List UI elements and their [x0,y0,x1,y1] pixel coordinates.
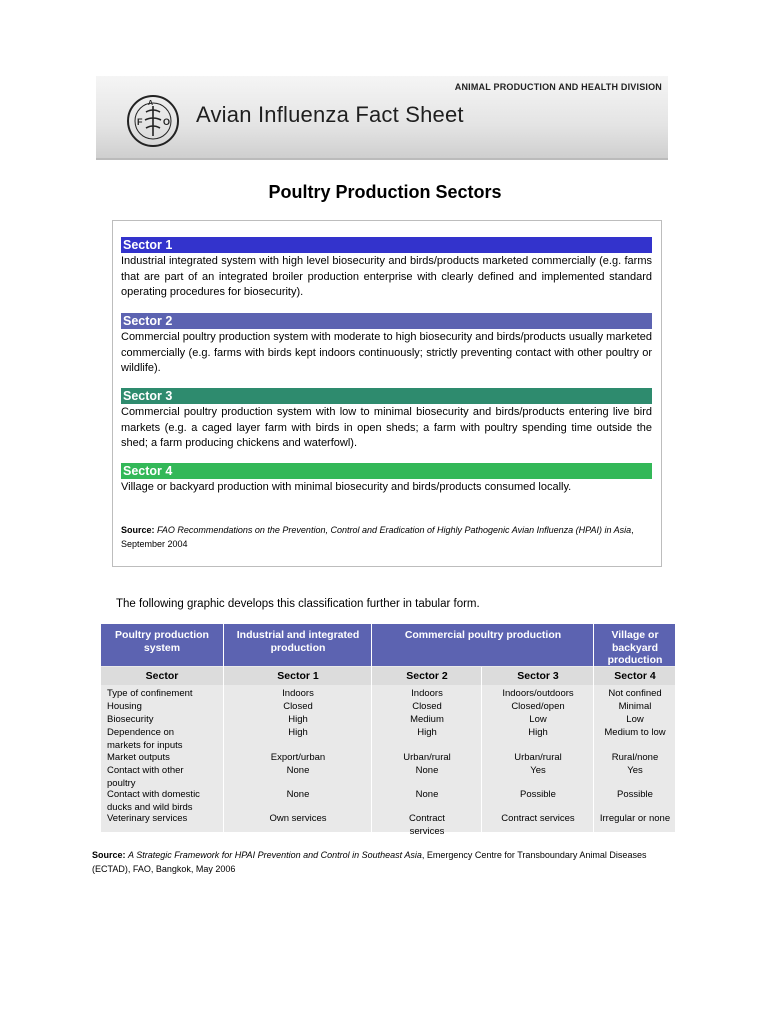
source-label: Source: [121,525,155,535]
table-cell: Indoors [282,688,314,699]
table-cell: None [415,789,439,800]
sector-2 [121,313,652,377]
table-cell: Own services [269,813,327,824]
table-cell: Indoors [411,688,443,699]
source-label: Source: [92,850,126,860]
table-cell: High [528,727,548,738]
intro-text: The following graphic develops this classification further in tabular form. [116,598,480,610]
svg-text:A: A [148,100,154,107]
table-cell: High [417,727,437,738]
table-subheader [101,667,675,685]
row-label: Dependence on [107,727,175,738]
svg-text:F: F [137,117,143,127]
column-divider [223,624,224,832]
header-commercial: Commercial poultry production [404,629,562,641]
source-citation-1 [121,523,652,551]
row-label: markets for inputs [107,739,183,751]
column-divider [593,624,594,832]
sector-4 [121,463,652,496]
table-cell: Closed [412,701,442,712]
sector-1-description: Industrial integrated system with high level biosecurity and birds/products marketed commercially (e.g. farms that are part of an integrated broiler production enterprise with clearly defined and implemented standard operating procedures for biosecurity). [121,255,652,298]
table-cell: High [288,727,308,738]
sector-1-label: Sector 1 [121,237,652,253]
sector-1 [121,237,652,301]
table-cell: Irregular or none [599,813,671,824]
table-cell: Closed/open [511,701,565,712]
row-label: Market outputs [107,752,170,763]
table-cell: Urban/rural [403,752,451,763]
row-label: Contact with other [107,765,184,776]
table-cell: Medium to low [604,727,666,738]
header-production-system: Poultry production system [115,629,209,654]
source-date: , September 2004 [121,525,634,549]
sector-2-label: Sector 2 [121,313,652,329]
table-cell: Medium [410,714,444,725]
sector-3 [121,388,652,452]
svg-text:O: O [163,117,171,127]
column-divider [371,624,372,832]
fao-logo [126,94,180,148]
table-cell: Contract services [409,813,445,837]
row-label: Type of confinement [107,688,193,699]
table-cell: Contract services [501,813,575,824]
source-title: FAO Recommendations on the Prevention, Control and Eradication of Highly Pathogenic Avian Influenza (HPAI) in Asia [157,525,632,535]
subheader-sector: Sector [145,670,179,682]
table-cell: Closed [283,701,313,712]
table-cell: Possible [520,789,556,800]
page-title: Poultry Production Sectors [268,182,502,202]
table-cell: High [288,714,308,725]
header-industrial: Industrial and integrated production [236,629,360,654]
table-cell: None [415,765,439,776]
subheader-sector-1: Sector 1 [277,670,319,682]
table-cell: None [286,765,310,776]
table-cell: Low [626,714,644,725]
sector-2-description: Commercial poultry production system with moderate to high biosecurity and birds/products usually marketed commercially (e.g. farms with birds kept indoors continuously; strictly preventing contact with other poultry or wildlife). [121,331,652,374]
table-cell: Possible [617,789,653,800]
table-cell: Urban/rural [514,752,562,763]
division-name: ANIMAL PRODUCTION AND HEALTH DIVISION [454,82,662,92]
table-cell: Yes [530,765,546,776]
table-cell: Export/urban [270,752,326,763]
table-cell: Not confined [608,688,662,699]
row-label: Housing [107,701,142,712]
table-cell: Yes [627,765,643,776]
source-details: , Emergency Centre for Transboundary Animal Diseases (ECTAD), FAO, Bangkok, May 2006 [92,850,647,874]
source-citation-2 [92,848,672,876]
sector-4-description: Village or backyard production with minimal biosecurity and birds/products consumed locally. [121,481,572,493]
sector-4-label: Sector 4 [121,463,652,479]
row-label: ducks and wild birds [107,801,193,813]
sector-3-label: Sector 3 [121,388,652,404]
fact-sheet-title: Avian Influenza Fact Sheet [196,102,464,127]
table-cell: Minimal [618,701,652,712]
table-cell: Low [529,714,547,725]
header-banner [96,76,668,160]
classification-table [101,624,675,837]
row-label: Contact with domestic [107,789,200,800]
column-divider [481,667,482,832]
subheader-sector-2: Sector 2 [406,670,448,682]
table-header [101,624,675,666]
sector-box [112,220,662,567]
subheader-sector-4: Sector 4 [614,670,656,682]
sector-3-description: Commercial poultry production system with low to minimal biosecurity and birds/products entering live bird markets (e.g. a caged layer farm with birds in open sheds; a farm with poultry spending time outside the shed; a farm producing chickens and waterfowl). [121,406,652,449]
row-label: poultry [107,777,136,789]
source-title: A Strategic Framework for HPAI Prevention and Control in Southeast Asia [128,850,422,860]
table-cell: None [286,789,310,800]
row-label: Biosecurity [107,714,154,725]
table-cell: Indoors/outdoors [502,688,574,699]
table-cell: Rural/none [611,752,659,763]
subheader-sector-3: Sector 3 [517,670,559,682]
header-village: Village or backyard production [607,629,663,666]
row-label: Veterinary services [107,813,188,824]
